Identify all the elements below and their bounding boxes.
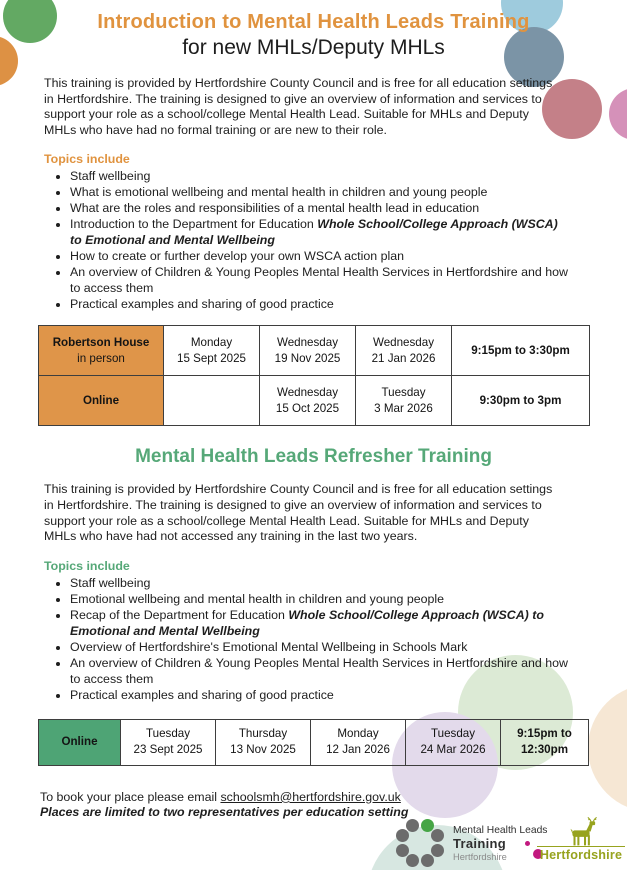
pink-dot-icon [525,841,530,846]
list-item: • Staff wellbeing [70,168,570,184]
footer [40,790,589,819]
refresher-schedule-table [38,719,589,766]
list-item: • An overview of Children & Young Peoples Mental Health Services in Hertfordshire and how to access them [70,655,570,687]
venue-cell: Online [39,376,164,426]
date-cell [164,376,260,426]
date-cell: Wednesday 15 Oct 2025 [260,376,356,426]
refresher-topics-list [38,575,589,703]
date-cell: Monday 15 Sept 2025 [164,326,260,376]
table-row [39,376,590,426]
intro-schedule-table [38,325,590,426]
refresher-topics-heading: Topics include [44,558,130,573]
intro-topics-list [38,168,589,312]
time-cell: 9:15pm to 3:30pm [452,326,590,376]
list-item: • Practical examples and sharing of good practice [70,687,570,703]
venue-cell: Online [39,719,121,765]
date-cell: Tuesday 24 Mar 2026 [406,719,501,765]
list-item: • An overview of Children & Young Peoples Mental Health Services in Hertfordshire and how to access them [70,264,570,296]
stag-icon [559,817,603,847]
list-item: • What are the roles and responsibilities of a mental health lead in education [70,200,570,216]
list-item: • Introduction to the Department for Education Whole School/College Approach (WSCA) to Emotional and Mental Wellbeing [70,216,570,248]
date-cell: Monday 12 Jan 2026 [311,719,406,765]
table-row [39,326,590,376]
list-item: • Staff wellbeing [70,575,570,591]
page-subtitle: for new MHLs/Deputy MHLs [182,36,445,59]
table-row [39,719,589,765]
list-item: • Recap of the Department for Education Whole School/College Approach (WSCA) to Emotional and Mental Wellbeing [70,607,570,639]
date-cell: Thursday 13 Nov 2025 [216,719,311,765]
refresher-paragraph: This training is provided by Hertfordshire County Council and is free for all education settings in Hertfordshire. The training is designed to give an overview of information and services to support your role as a school/college Mental Health Lead. Suitable for MHLs and Deputy MHLs who have had not accessed any training in the last two years. [44,482,553,544]
list-item: • What is emotional wellbeing and mental health in children and young people [70,184,570,200]
time-cell: 9:15pm to 12:30pm [501,719,589,765]
page-title: Introduction to Mental Health Leads Training [97,11,530,33]
list-item: • Emotional wellbeing and mental health in children and young people [70,591,570,607]
list-item: • Practical examples and sharing of good practice [70,296,570,312]
hertfordshire-logo: Hertfordshire [537,817,625,862]
booking-email-link[interactable]: schoolsmh@hertfordshire.gov.uk [220,789,401,804]
mhl-training-logo [394,817,547,869]
booking-line: To book your place please email schoolsmh@hertfordshire.gov.uk [40,789,401,804]
list-item: • How to create or further develop your own WSCA action plan [70,248,570,264]
date-cell: Wednesday 21 Jan 2026 [356,326,452,376]
venue-cell: Robertson House in person [39,326,164,376]
intro-paragraph: This training is provided by Hertfordshire County Council and is free for all education settings in Hertfordshire. The training is designed to give an overview of information and services to support your role as a school/college Mental Health Lead. Suitable for MHLs and Deputy MHLs who have had no formal training or are new to their role. [44,76,553,137]
list-item: • Overview of Hertfordshire's Emotional Mental Wellbeing in Schools Mark [70,639,570,655]
intro-topics-heading: Topics include [44,152,130,167]
mhl-logo-text: Mental Health Leads Training Hertfordshire [453,824,548,862]
time-cell: 9:30pm to 3pm [452,376,590,426]
refresher-heading: Mental Health Leads Refresher Training [135,446,492,468]
places-note: Places are limited to two representatives per education setting [40,804,409,819]
dot-ring-icon [394,817,446,869]
date-cell: Wednesday 19 Nov 2025 [260,326,356,376]
date-cell: Tuesday 23 Sept 2025 [121,719,216,765]
date-cell: Tuesday 3 Mar 2026 [356,376,452,426]
